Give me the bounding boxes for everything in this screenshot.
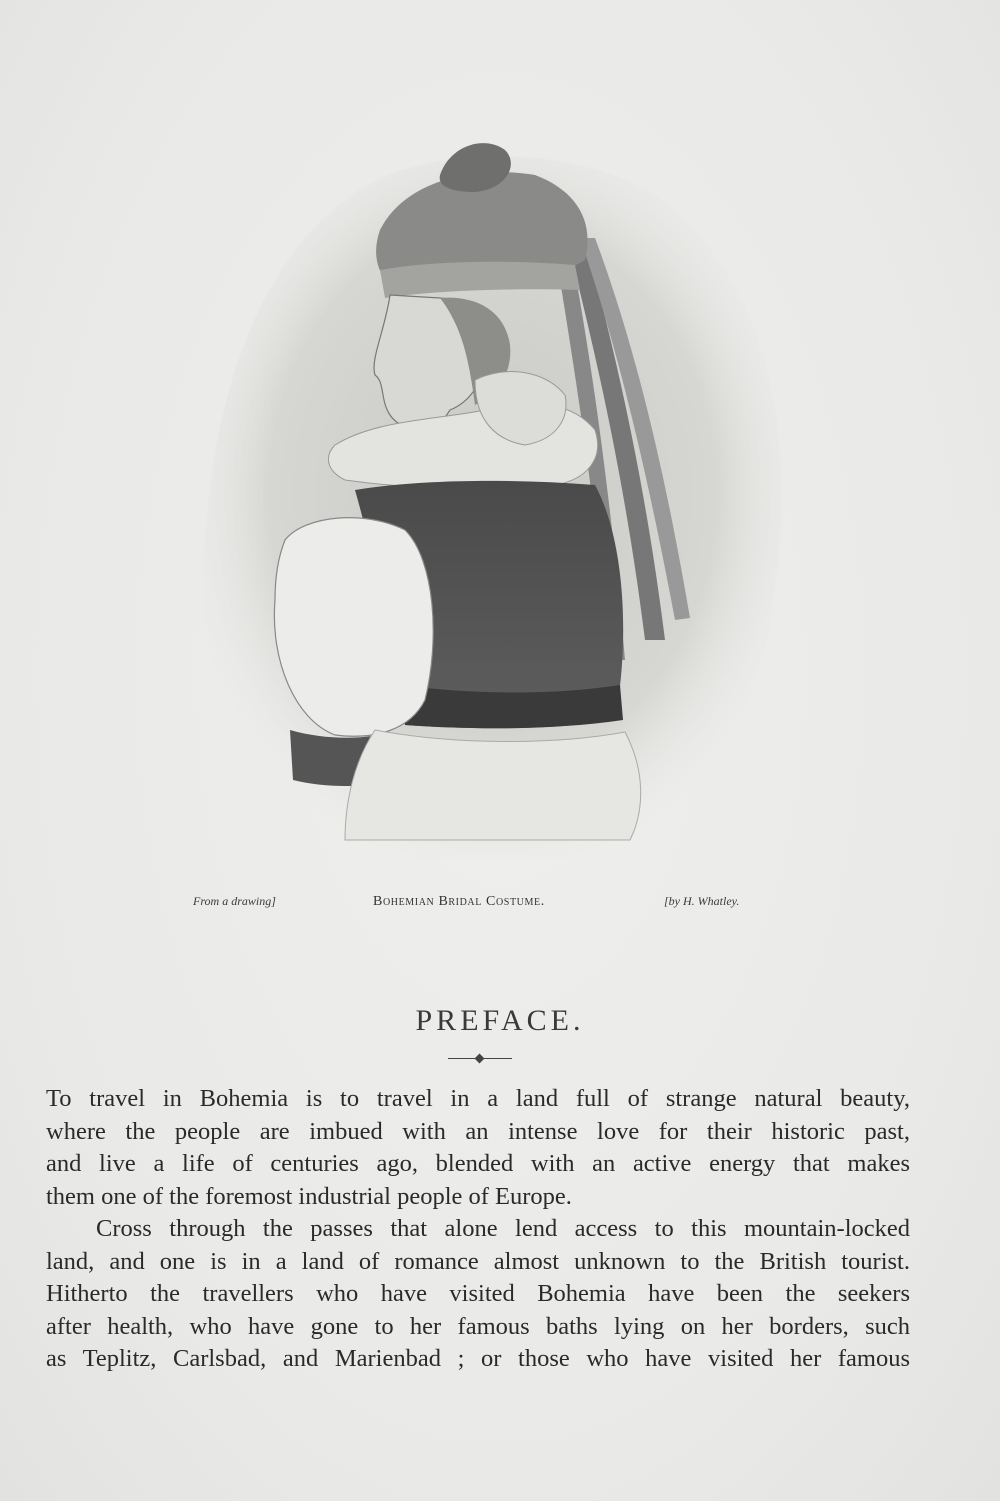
paragraph-1-line: and live a life of centuries ago, blended with an active energy that makes bbox=[46, 1150, 910, 1177]
caption-source: From a drawing] bbox=[193, 894, 276, 908]
paragraph-1-line: where the people are imbued with an intense love for their historic past, bbox=[46, 1117, 910, 1145]
illustration-caption bbox=[0, 894, 1000, 918]
caption-title: Bohemian Bridal Costume. bbox=[373, 894, 545, 909]
paragraph-2-line: as Teplitz, Carlsbad, and Marienbad ; or those who have visited her famous bbox=[46, 1345, 910, 1372]
page-title: PREFACE. bbox=[415, 1004, 585, 1037]
paragraph-2-line: land, and one is in a land of romance almost unknown to the British tourist. bbox=[46, 1247, 910, 1275]
paragraph-2-line: Cross through the passes that alone lend access to this mountain-locked bbox=[96, 1215, 910, 1242]
portrait-icon bbox=[175, 120, 805, 880]
caption-artist: [by H. Whatley. bbox=[664, 894, 740, 908]
paragraph-2-line: after health, who have gone to her famous baths lying on her borders, such bbox=[46, 1312, 910, 1340]
paragraph-1-line: To travel in Bohemia is to travel in a land full of strange natural beauty, bbox=[46, 1085, 910, 1112]
paragraph-2-line: Hitherto the travellers who have visited Bohemia have been the seekers bbox=[46, 1280, 910, 1307]
divider-ornament-icon bbox=[475, 1054, 485, 1064]
paragraph-1-line: them one of the foremost industrial people of Europe. bbox=[46, 1182, 572, 1210]
bridal-costume-illustration bbox=[175, 120, 805, 880]
preface-body bbox=[46, 1083, 910, 1376]
